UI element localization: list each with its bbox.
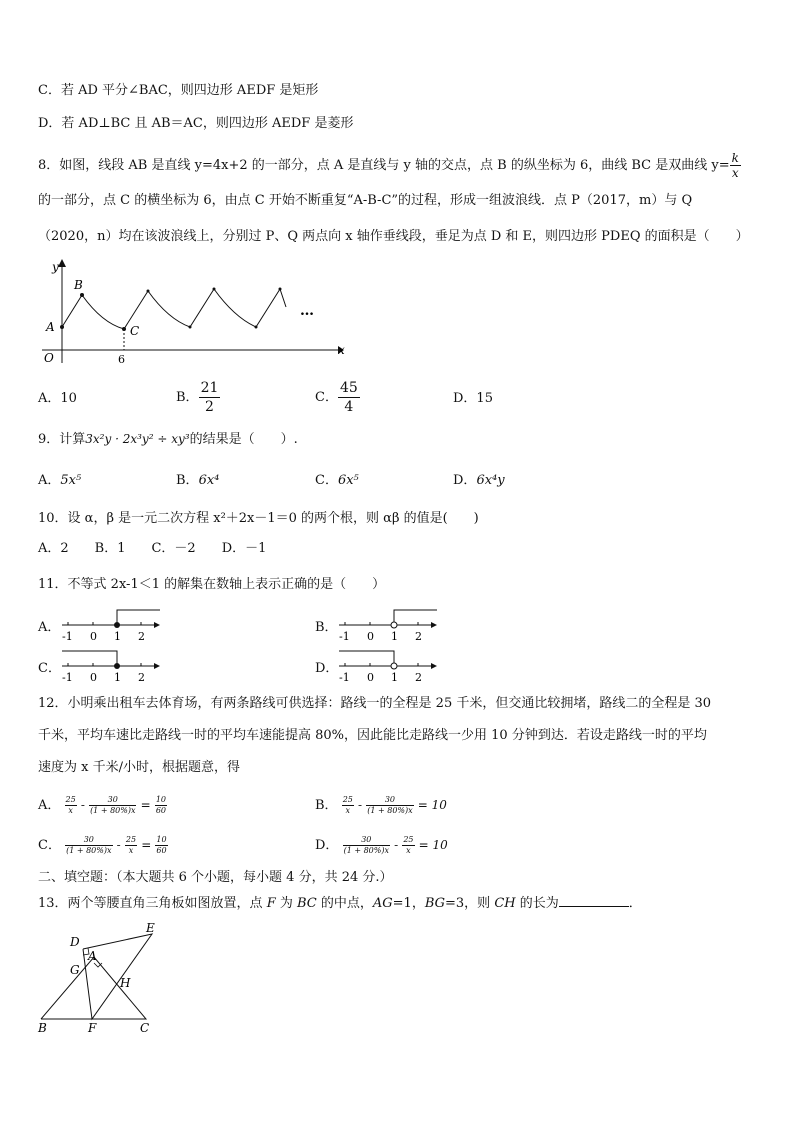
q9-option-c: C．6x⁵	[315, 473, 359, 488]
q12-stem-line1: 12．小明乘出租车去体育场，有两条路线可供选择：路线一的全程是 25 千米，但交通比较拥堵，路线二的全程是 30	[38, 696, 712, 711]
q13-triangle-figure	[36, 918, 166, 1036]
svg-text:G: G	[70, 963, 80, 977]
q8-option-b: B． $\frac{21}{2}$	[176, 380, 219, 415]
svg-text:1: 1	[391, 671, 398, 684]
wave-curve	[62, 289, 286, 329]
q10-options: A．2 B．1 C．－2 D．－1	[38, 541, 267, 556]
q9-option-d: D．6x⁴y	[453, 473, 505, 488]
q12-option-d: D． $\frac{30}{(1 + 80\%)x}$ - $\frac{25}{x}$ = 10	[315, 835, 448, 855]
a-label: A	[46, 320, 55, 334]
answer-blank	[559, 894, 629, 907]
svg-text:-1: -1	[62, 630, 73, 643]
svg-text:0: 0	[90, 671, 97, 684]
point-a	[60, 325, 64, 329]
q11-label-b: B．	[315, 620, 338, 635]
svg-text:0: 0	[367, 630, 374, 643]
q11-numberline-d	[335, 649, 439, 685]
ellipsis: …	[300, 303, 314, 319]
q11-numberline-b	[335, 608, 439, 644]
q11-label-a: A．	[38, 620, 61, 635]
svg-text:2: 2	[415, 671, 422, 684]
q12-option-c: C． $\frac{30}{(1 + 80\%)x}$ - $\frac{25}{x}$ = $\frac{10}{60}$	[38, 835, 167, 855]
q9-expression: 3x²y · 2x³y² ÷ xy³	[85, 432, 190, 446]
svg-text:-1: -1	[339, 671, 350, 684]
c-label: C	[130, 324, 140, 338]
q11-label-c: C．	[38, 661, 61, 676]
y-axis-label: y	[52, 260, 59, 274]
q7-option-d: D．若 AD⊥BC 且 AB＝AC，则四边形 AEDF 是菱形	[38, 116, 354, 131]
x-axis-label: x	[338, 343, 345, 357]
q8-option-d: D．15	[453, 391, 493, 406]
b-label: B	[74, 278, 83, 292]
svg-text:B: B	[38, 1021, 47, 1035]
svg-text:2: 2	[138, 630, 145, 643]
svg-text:E: E	[146, 921, 155, 935]
origin-label: O	[44, 351, 54, 365]
y-axis-arrow	[58, 259, 66, 267]
q12-stem-line3: 速度为 x 千米/小时，根据题意，得	[38, 760, 240, 775]
q8-stem-line2: 的一部分，点 C 的横坐标为 6，由点 C 开始不断重复“A-B-C”的过程，形成一组波浪线．点 P（2017，m）与 Q	[38, 193, 693, 208]
q11-label-d: D．	[315, 661, 339, 676]
q8-wave-graph	[38, 255, 350, 367]
q12-option-b: B． $\frac{25}{x}$ - $\frac{30}{(1 + 80\%)x}$ = 10	[315, 795, 447, 815]
q8-option-c: C． $\frac{45}{4}$	[315, 380, 358, 415]
point-c	[122, 327, 126, 331]
q9-stem: 9．计算3x²y · 2x³y² ÷ xy³的结果是（ ）.	[38, 432, 298, 447]
svg-text:0: 0	[90, 630, 97, 643]
q7-option-c: C．若 AD 平分∠BAC，则四边形 AEDF 是矩形	[38, 83, 319, 98]
q12-stem-line2: 千米，平均车速比走路线一时的平均车速能提高 80%，因此能比走路线一少用 10 分钟到达．若设走路线一时的平均	[38, 728, 707, 743]
svg-text:-1: -1	[339, 630, 350, 643]
svg-text:D: D	[70, 935, 80, 949]
svg-text:C: C	[140, 1021, 150, 1035]
tick-6-label: 6	[118, 353, 125, 366]
svg-text:1: 1	[114, 671, 121, 684]
q13-stem: 13．两个等腰直角三角板如图放置，点 F 为 BC 的中点，AG=1，BG=3，则 CH 的长为 ．	[38, 896, 642, 911]
q11-numberline-a	[58, 608, 162, 644]
svg-text:F: F	[88, 1021, 97, 1035]
svg-text:2: 2	[138, 671, 145, 684]
q9-option-a: A．5x⁵	[38, 473, 82, 488]
q8-option-a: A．10	[38, 391, 77, 406]
svg-text:-1: -1	[62, 671, 73, 684]
q9-option-b: B．6x⁴	[176, 473, 220, 488]
svg-text:1: 1	[391, 630, 398, 643]
svg-text:1: 1	[114, 630, 121, 643]
q8-stem-line3: （2020，n）均在该波浪线上，分别过 P、Q 两点向 x 轴作垂线段，垂足为点 D 和 E，则四边形 PDEQ 的面积是（ ）	[38, 229, 749, 244]
q11-stem: 11．不等式 2x-1＜1 的解集在数轴上表示正确的是（ ）	[38, 577, 386, 592]
point-b	[80, 293, 84, 297]
svg-text:2: 2	[415, 630, 422, 643]
svg-text:0: 0	[367, 671, 374, 684]
q10-stem: 10．设 α，β 是一元二次方程 x²＋2x－1＝0 的两个根，则 αβ 的值是( )	[38, 511, 479, 526]
section-2-title: 二、填空题：（本大题共 6 个小题，每小题 4 分，共 24 分.）	[38, 870, 393, 885]
q11-numberline-c	[58, 649, 162, 685]
svg-text:H: H	[120, 976, 131, 990]
svg-text:A: A	[88, 949, 97, 963]
q8-stem-line1: 8．如图，线段 AB 是直线 y=4x+2 的一部分，点 A 是直线与 y 轴的交点，点 B 的纵坐标为 6，曲线 BC 是双曲线 y= $\frac{k}{x}$	[38, 151, 739, 180]
q12-option-a: A． $\frac{25}{x}$ - $\frac{30}{(1 + 80\%)x}$ = $\frac{10}{60}$	[38, 795, 167, 815]
